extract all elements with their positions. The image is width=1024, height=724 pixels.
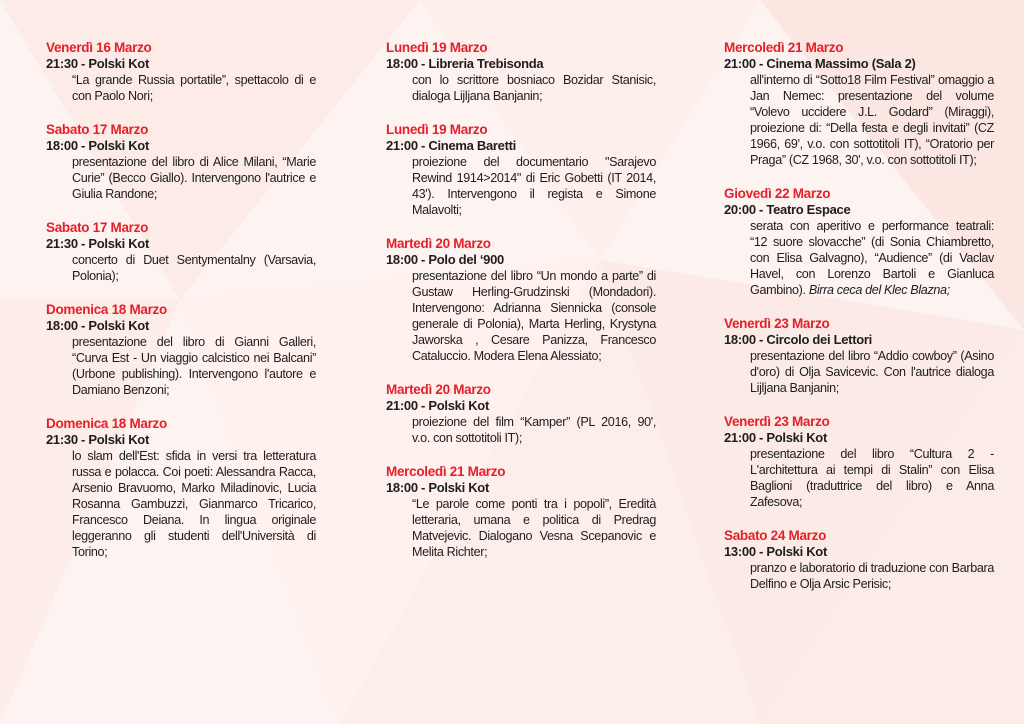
event-description-text: serata con aperitivo e performance teatrali: “12 suore slovacche” (di Sonia Chiambretto, con Elisa Galvagno), “Audience” (di Vaclav Havel, con Lorenzo Bartoli e Gianluca Gambino). [750, 219, 994, 297]
event-date: Lunedì 19 Marzo [386, 40, 488, 55]
event-description [750, 218, 994, 298]
event [724, 186, 994, 298]
event-description: proiezione del documentario "Sarajevo Rewind 1914>2014" di Eric Gobetti (IT 2014, 43'). Intervengono il regista e Simone Malavolti; [412, 155, 656, 217]
event-date: Martedì 20 Marzo [386, 382, 491, 397]
event-time-venue: 21:00 - Polski Kot [724, 430, 827, 445]
event-date: Venerdì 16 Marzo [46, 40, 152, 55]
event [46, 122, 316, 202]
event [724, 414, 994, 510]
event-description: presentazione del libro di Gianni Galleri, “Curva Est - Un viaggio calcistico nei Balcani” (Urbone publishing). Intervengono l'autore e Damiano Benzoni; [72, 335, 316, 397]
event [46, 416, 316, 560]
event [46, 220, 316, 284]
event-date: Giovedì 22 Marzo [724, 186, 831, 201]
event-date: Mercoledì 21 Marzo [386, 464, 506, 479]
event [724, 316, 994, 396]
event-time-venue: 18:00 - Polo del ‘900 [386, 252, 504, 267]
event [386, 382, 656, 446]
event-time-venue: 18:00 - Polski Kot [46, 318, 149, 333]
event-time-venue: 21:30 - Polski Kot [46, 432, 149, 447]
event-time-venue: 21:30 - Polski Kot [46, 236, 149, 251]
event-description: presentazione del libro “Un mondo a parte” di Gustaw Herling-Grudzinski (Mondadori). Intervengono: Adrianna Siennicka (console generale di Polonia), Marta Herling, Krystyna Jaworska , Cesare Panizza, Francesco Cataluccio. Modera Elena Alessiato; [412, 269, 656, 363]
column-2 [386, 38, 656, 578]
event-description: presentazione del libro “Cultura 2 - L'architettura ai tempi di Stalin” con Elisa Baglioni (traduttrice del libro) e Anna Zafesova; [750, 447, 994, 509]
event-description: presentazione del libro “Addio cowboy” (Asino d'oro) di Olja Savicevic. Con l'autrice dialoga Lijljana Banjanin; [750, 349, 994, 395]
event-time-venue: 21:30 - Polski Kot [46, 56, 149, 71]
column-1 [46, 38, 316, 578]
event-time-venue: 20:00 - Teatro Espace [724, 202, 851, 217]
event-description: all'interno di “Sotto18 Film Festival” omaggio a Jan Nemec: presentazione del volume “Volevo uccidere J.L. Godard” (Miraggi), proiezione di: “Della festa e degli invitati” (CZ 1966, 69', v.o. con sottotitoli IT), “Oratorio per Praga” (CZ 1968, 30', v.o. con sottotitoli IT); [750, 73, 994, 167]
event-date: Venerdì 23 Marzo [724, 414, 830, 429]
event-time-venue: 18:00 - Libreria Trebisonda [386, 56, 544, 71]
event-date: Mercoledì 21 Marzo [724, 40, 844, 55]
event-date: Sabato 17 Marzo [46, 220, 149, 235]
event-date: Sabato 17 Marzo [46, 122, 149, 137]
event-description: “La grande Russia portatile”, spettacolo di e con Paolo Nori; [72, 73, 316, 103]
event [724, 528, 994, 592]
event-description: “Le parole come ponti tra i popoli”, Eredità letteraria, umana e politica di Predrag Matvejevic. Dialogano Vesna Scepanovic e Melita Richter; [412, 497, 656, 559]
event [46, 302, 316, 398]
event-time-venue: 21:00 - Cinema Massimo (Sala 2) [724, 56, 916, 71]
event-description: lo slam dell'Est: sfida in versi tra letteratura russa e polacca. Coi poeti: Alessandra Racca, Arsenio Bravuomo, Marko Miladinovic, Lucia Rosanna Gambuzzi, Gianmarco Tricarico, Francesco Deiana. In lingua originale leggeranno gli studenti dell'Università di Torino; [72, 449, 316, 559]
event-date: Martedì 20 Marzo [386, 236, 491, 251]
event-date: Domenica 18 Marzo [46, 302, 167, 317]
event-description: proiezione del film “Kamper” (PL 2016, 90', v.o. con sottotitoli IT); [412, 415, 656, 445]
event [386, 236, 656, 364]
event [46, 40, 316, 104]
event-description: pranzo e laboratorio di traduzione con Barbara Delfino e Olja Arsic Perisic; [750, 561, 994, 591]
event-date: Domenica 18 Marzo [46, 416, 167, 431]
event-time-venue: 13:00 - Polski Kot [724, 544, 827, 559]
event [386, 40, 656, 104]
column-3 [724, 38, 994, 610]
event-time-venue: 21:00 - Cinema Baretti [386, 138, 516, 153]
event-description: presentazione del libro di Alice Milani, “Marie Curie” (Becco Giallo). Intervengono l'autrice e Giulia Randone; [72, 155, 316, 201]
event [386, 122, 656, 218]
event [724, 40, 994, 168]
event-date: Sabato 24 Marzo [724, 528, 827, 543]
event-time-venue: 18:00 - Polski Kot [46, 138, 149, 153]
event-description: concerto di Duet Sentymentalny (Varsavia, Polonia); [72, 253, 316, 283]
event-date: Lunedì 19 Marzo [386, 122, 488, 137]
event-description: con lo scrittore bosniaco Bozidar Stanisic, dialoga Lijljana Banjanin; [412, 73, 656, 103]
event-time-venue: 18:00 - Circolo dei Lettori [724, 332, 872, 347]
event-time-venue: 21:00 - Polski Kot [386, 398, 489, 413]
event-date: Venerdì 23 Marzo [724, 316, 830, 331]
event-description-italic: Birra ceca del Klec Blazna; [808, 283, 950, 297]
event [386, 464, 656, 560]
event-time-venue: 18:00 - Polski Kot [386, 480, 489, 495]
